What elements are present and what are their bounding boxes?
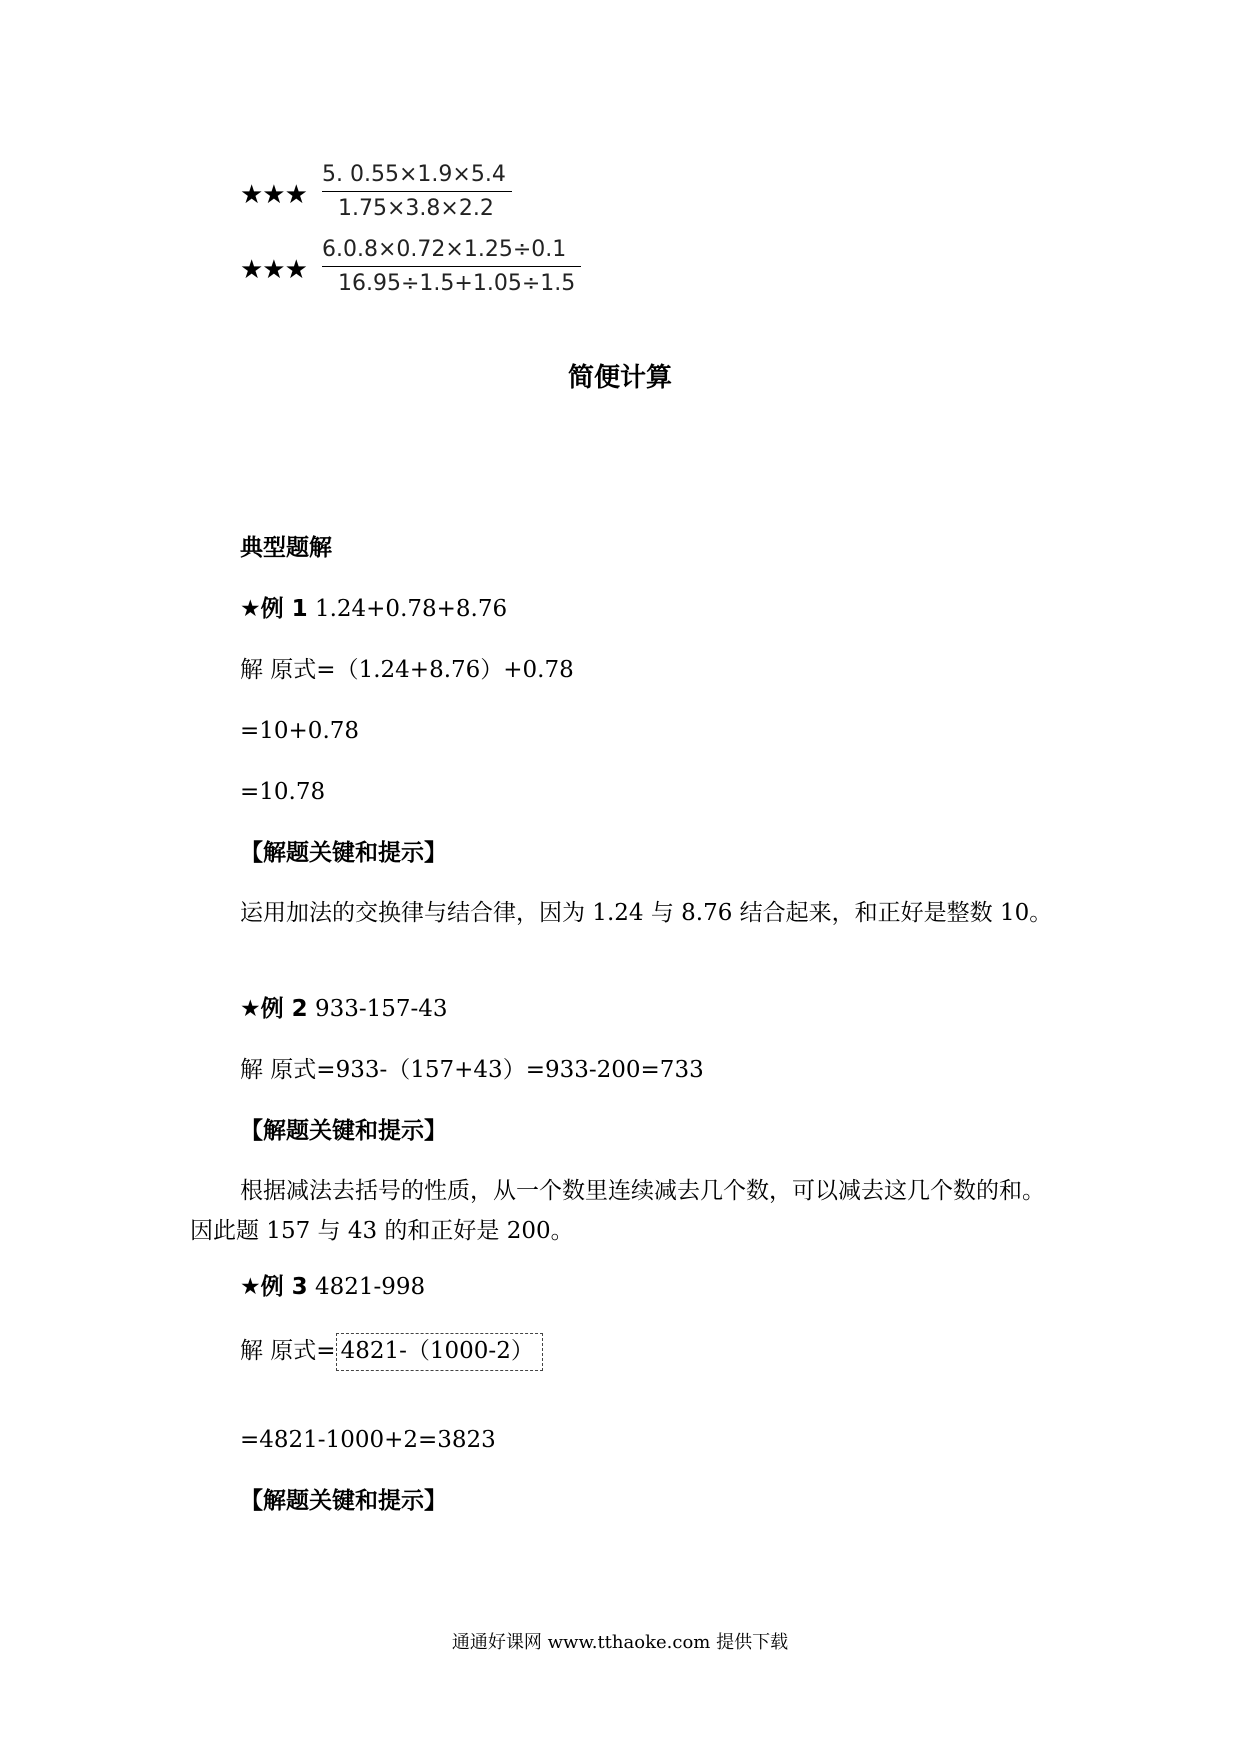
solution-line: =10.78 [240,779,326,805]
example-2-header [240,994,448,1024]
fraction-numerator: 5. 0.55×1.9×5.4 [322,162,512,192]
example-label: ★例 2 [240,996,308,1022]
solution-line: 解 原式=（1.24+8.76）+0.78 [240,657,574,683]
fraction-denominator: 16.95÷1.5+1.05÷1.5 [338,271,576,296]
fraction-numerator: 6.0.8×0.72×1.25÷0.1 [322,237,581,267]
difficulty-stars: ★★★ [240,180,307,210]
fraction [322,237,581,296]
solution-line [240,1333,543,1371]
hint-text: 根据减法去括号的性质，从一个数里连续减去几个数，可以减去这几个数的和。因此题 157 与 43 的和正好是 200。 [190,1178,1045,1244]
example-3-header [240,1272,425,1302]
example-expression: 933-157-43 [314,996,448,1022]
boxed-expression: 4821-（1000-2） [336,1333,543,1371]
solution-line: =10+0.78 [240,718,360,744]
solution-prefix: 解 原式= [240,1338,336,1364]
hint-heading: 【解题关键和提示】 [240,1118,447,1144]
hint-heading: 【解题关键和提示】 [240,1488,447,1514]
hint-heading: 【解题关键和提示】 [240,840,447,866]
page-title: 简便计算 [567,363,672,393]
example-expression: 1.24+0.78+8.76 [314,596,508,622]
example-label: ★例 3 [240,1274,308,1300]
solution-line: 解 原式=933-（157+43）=933-200=733 [240,1057,704,1083]
solution-line: =4821-1000+2=3823 [240,1427,496,1453]
section-heading: 典型题解 [240,535,332,561]
difficulty-stars: ★★★ [240,255,307,285]
hint-text: 运用加法的交换律与结合律，因为 1.24 与 8.76 结合起来，和正好是整数 10。 [240,900,1053,926]
example-1-header [240,594,507,624]
fraction-denominator: 1.75×3.8×2.2 [338,196,494,221]
example-expression: 4821-998 [314,1274,426,1300]
footer-source: 通通好课网 www.tthaoke.com 提供下载 [451,1632,789,1653]
fraction [322,162,512,221]
example-label: ★例 1 [240,596,308,622]
